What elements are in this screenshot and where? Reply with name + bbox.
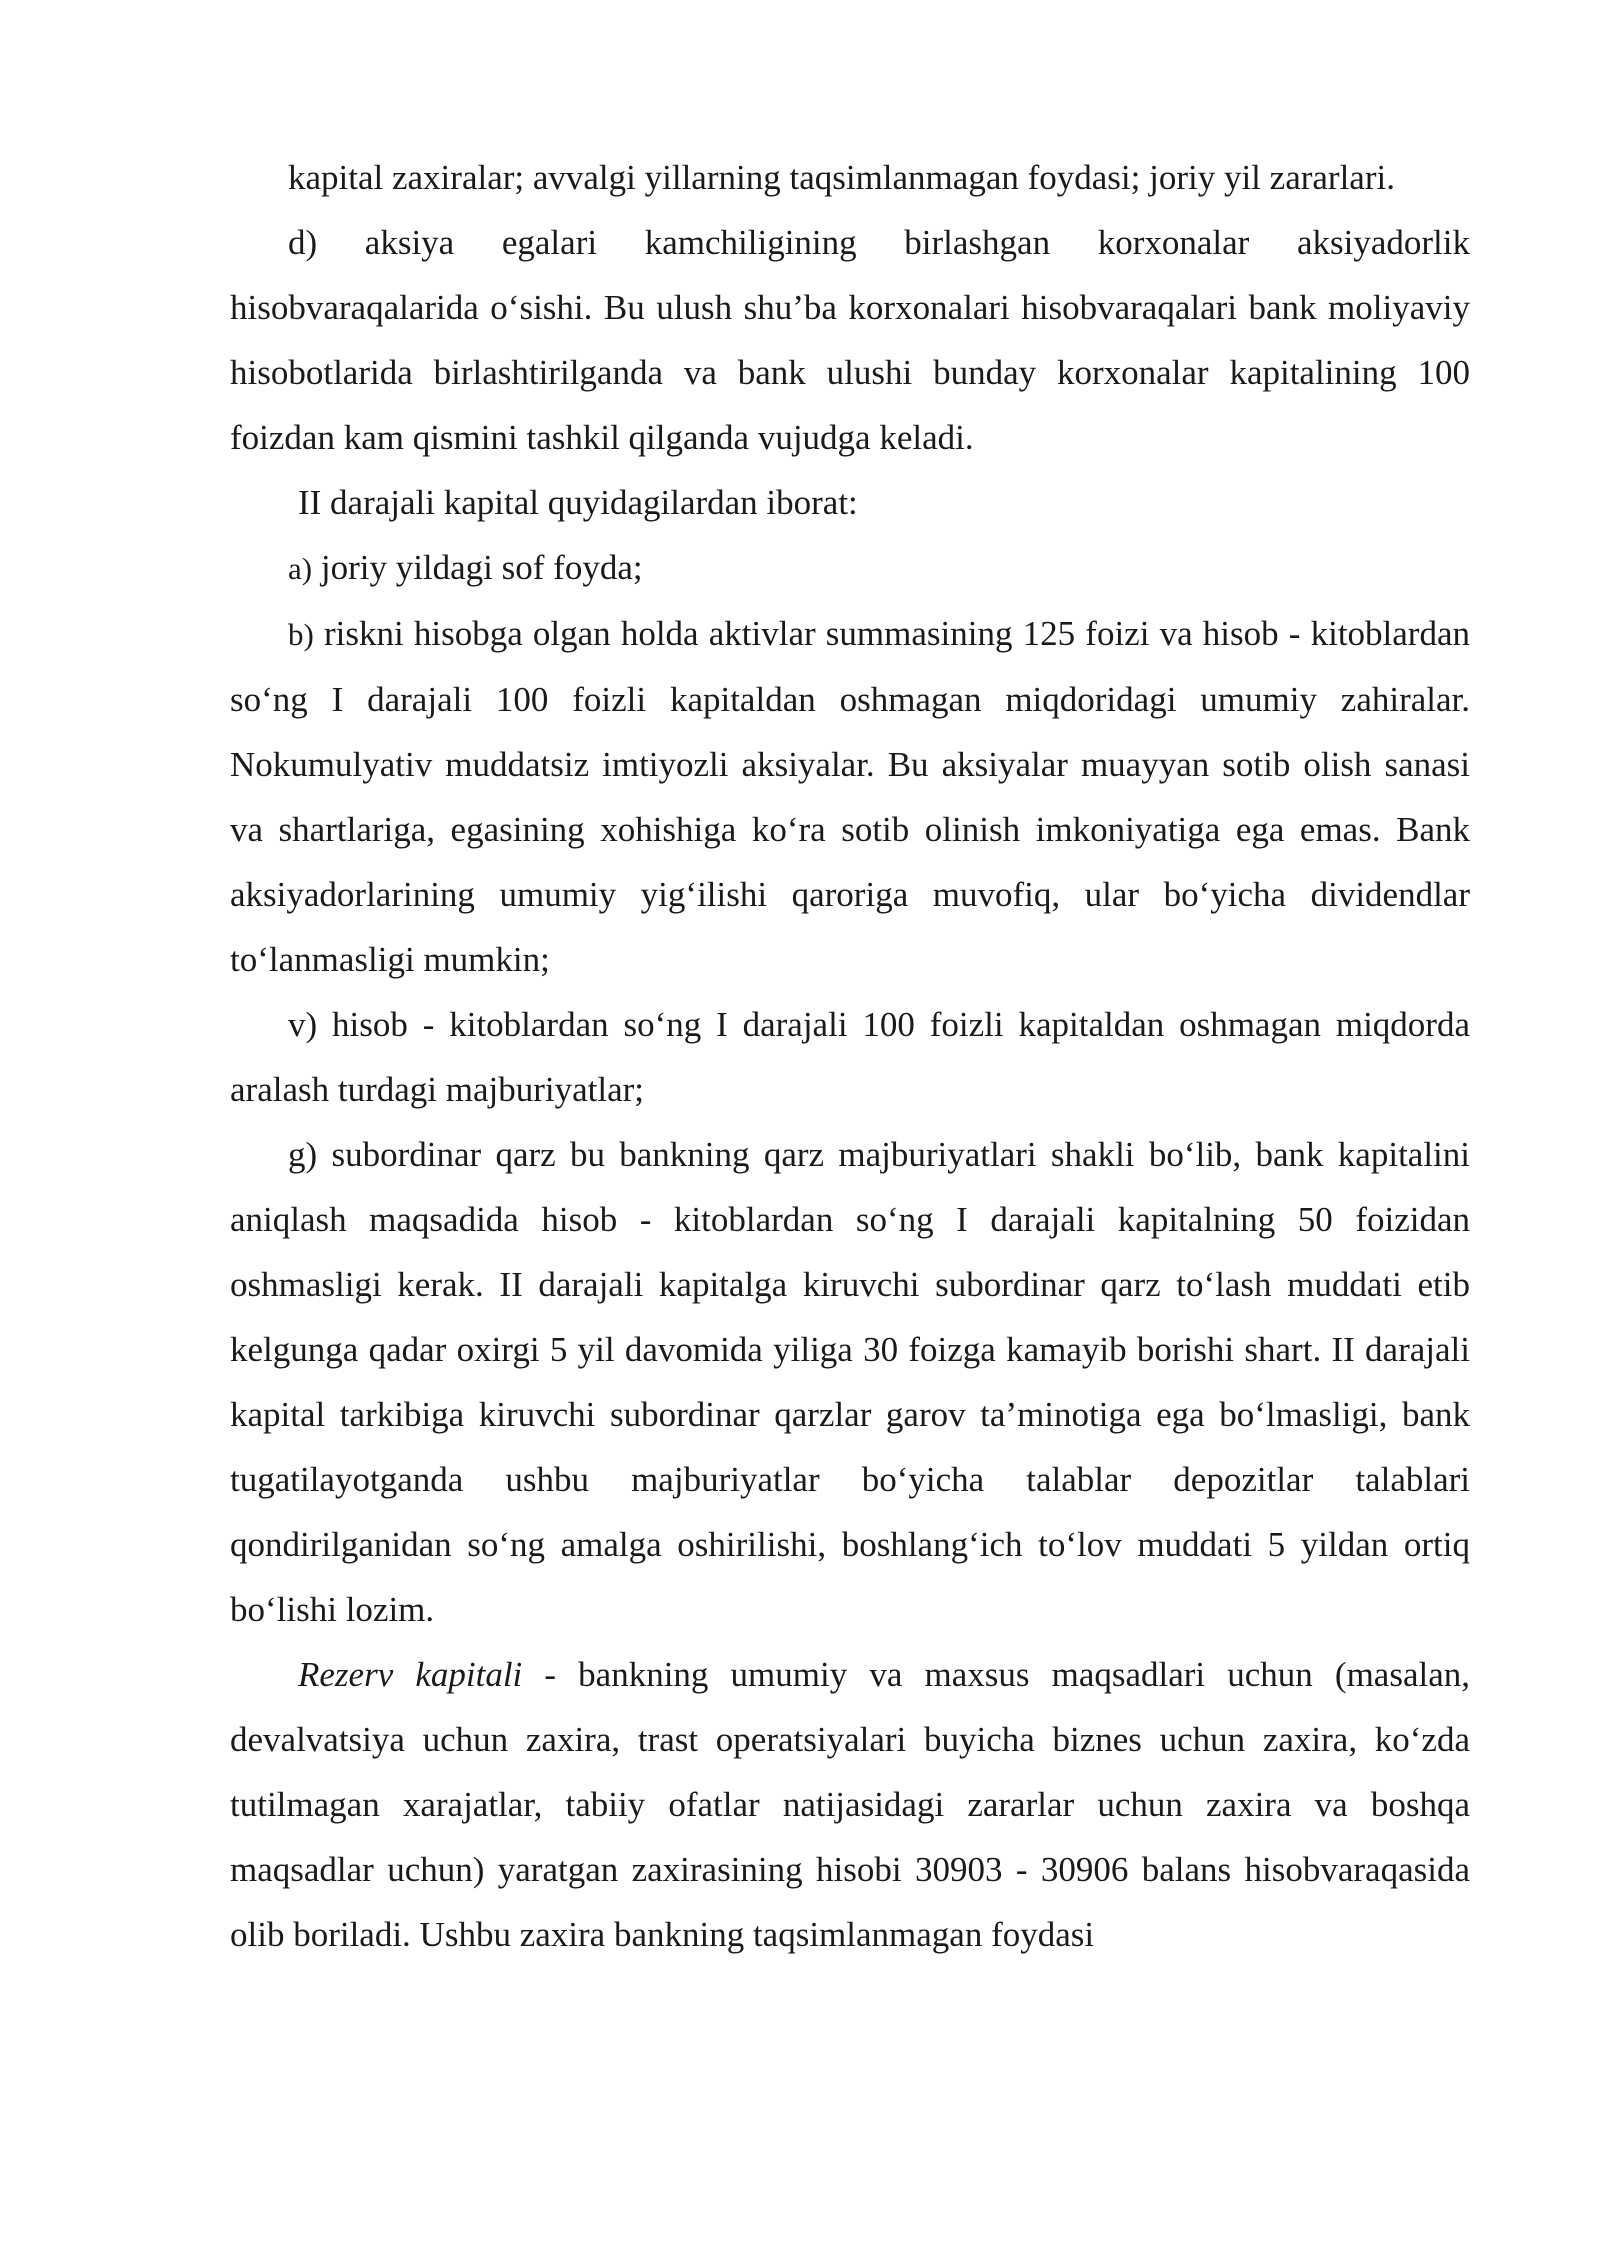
paragraph-item-d: d) aksiya egalari kamchiligining birlashgan korxonalar aksiyadorlik hisobvaraqalarida o‘sishi. Bu ulush shu’ba korxonalari hisobvaraqalari bank moliyaviy hisobotlarida birlashtirilganda va bank ulushi bunday korxonalar kapitalining 100 foizdan kam qismini tashkil qilganda vujudga keladi. [230,223,1470,457]
list-marker-b: b) [288,617,314,652]
reserve-capital-text: - bankning umumiy va maxsus maqsadlari uchun (masalan, devalvatsiya uchun zaxira, trast operatsiyalari buyicha biznes uchun zaxira, ko‘zda tutilmagan xarajatlar, tabiiy ofatlar natijasidagi zararlar uchun zaxira va boshqa maqsadlar uchun) yaratgan zaxirasining hisobi 30903 - 30906 balans hisobvaraqasida olib boriladi. Ushbu zaxira bankning taqsimlanmagan foydasi [230,1655,1470,1954]
paragraph-item-a [230,535,1470,601]
paragraph-item-b [230,601,1470,992]
paragraph-item-v: v) hisob - kitoblardan so‘ng I darajali 100 foizli kapitaldan oshmagan miqdorda aralash turdagi majburiyatlar; [230,1005,1470,1109]
list-marker-a: a) [288,551,313,586]
paragraph-capital-reserves: kapital zaxiralar; avvalgi yillarning taqsimlanmagan foydasi; joriy yil zararlari. [288,158,1395,197]
item-a-text: joriy yildagi sof foyda; [312,548,643,587]
item-b-text: riskni hisobga olgan holda aktivlar summasining 125 foizi va hisob - kitoblardan so‘ng I darajali 100 foizli kapitaldan oshmagan miqdoridagi umumiy zahiralar. Nokumulyativ muddatsiz imtiyozli aksiyalar. Bu aksiyalar muayyan sotib olish sanasi va shartlariga, egasining xohishiga ko‘ra sotib olinish imkoniyatiga ega emas. Bank aksiyadorlarining umumiy yig‘ilishi qaroriga muvofiq, ular bo‘yicha dividendlar to‘lanmasligi mumkin; [230,614,1470,979]
paragraph-tier2-heading: II darajali kapital quyidagilardan iborat: [298,483,858,522]
document-page [230,145,1470,1967]
paragraph-reserve-capital [230,1642,1470,1967]
term-reserve-capital: Rezerv kapitali [298,1655,523,1694]
paragraph-item-g: g) subordinar qarz bu bankning qarz majburiyatlari shakli bo‘lib, bank kapitalini aniqlash maqsadida hisob - kitoblardan so‘ng I darajali kapitalning 50 foizidan oshmasligi kerak. II darajali kapitalga kiruvchi subordinar qarz to‘lash muddati etib kelgunga qadar oxirgi 5 yil davomida yiliga 30 foizga kamayib borishi shart. II darajali kapital tarkibiga kiruvchi subordinar qarzlar garov ta’minotiga ega bo‘lmasligi, bank tugatilayotganda ushbu majburiyatlar bo‘yicha talablar depozitlar talablari qondirilganidan so‘ng amalga oshirilishi, boshlang‘ich to‘lov muddati 5 yildan ortiq bo‘lishi lozim. [230,1135,1470,1629]
